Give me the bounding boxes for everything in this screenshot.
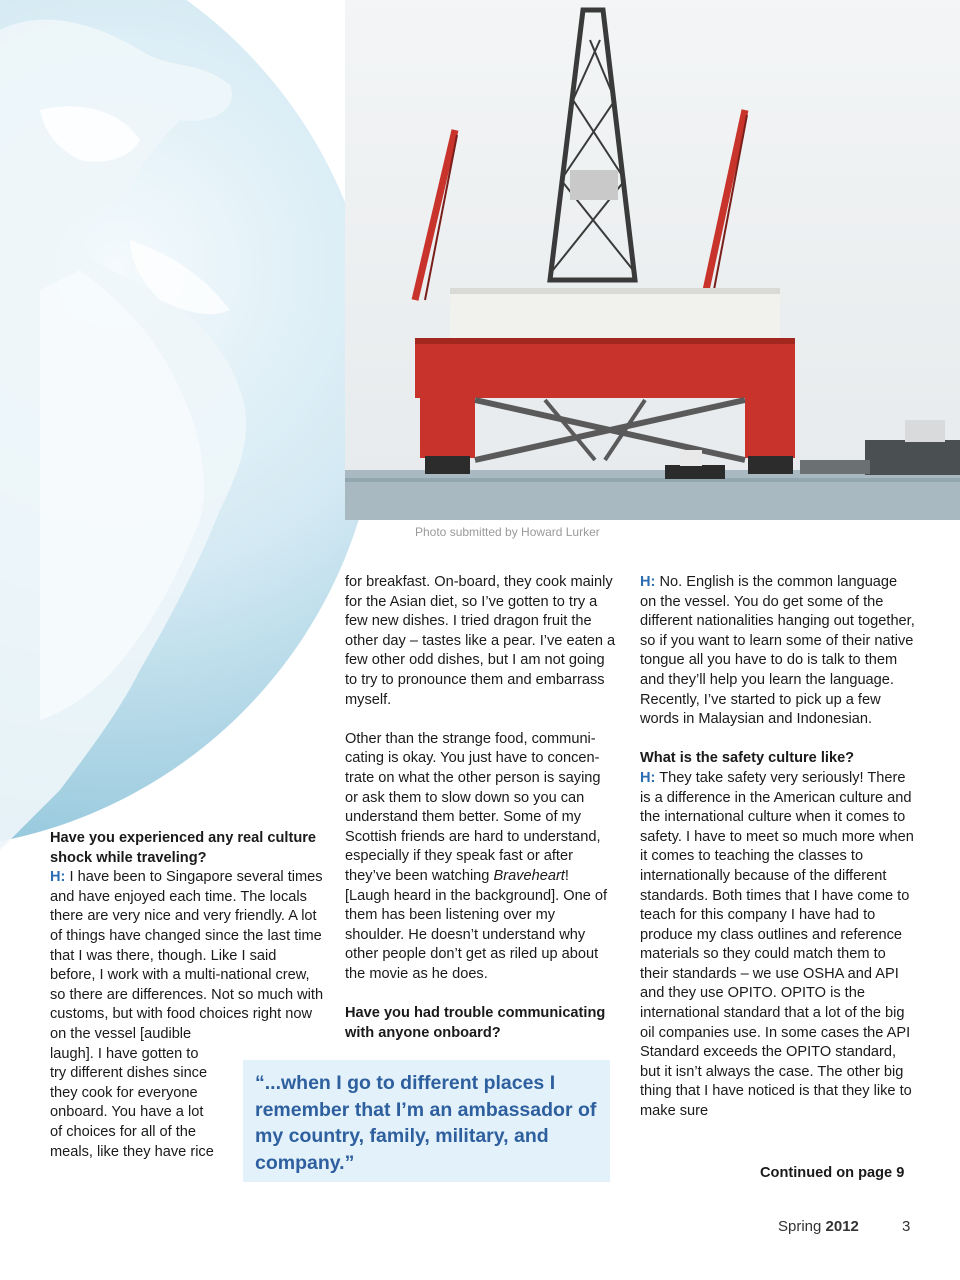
answer-line: laugh]. I have gotten to xyxy=(50,1045,199,1062)
answer-line: they cook for everyone xyxy=(50,1084,198,1101)
continents-shape xyxy=(0,0,380,850)
paragraph-breakfast: for breakfast. On-board, they cook mainly for the Asian diet, so I’ve gotten to try a few new dishes. I tried dragon fruit the other day – tastes like a pear. I’ve eaten a few other odd dishes, but I am not going to try to pronounce them and embarrass myself. xyxy=(345,574,616,708)
oil-rig-illustration xyxy=(345,0,960,520)
answer-line: meals, like they have rice xyxy=(50,1143,214,1160)
pull-quote: “...when I go to different places I remember that I’m an ambassador of my country, family, military, and company.” xyxy=(243,1060,610,1182)
photo-caption: Photo submitted by Howard Lurker xyxy=(415,525,600,539)
paragraph-text: Other than the strange food, communi-cating is okay. You just have to concen-trate on what the other person is saying or ask them to slow down so you can understand them better. Some of my Scottish friends are hard to understand, especially if they speak fast or after they’ve been watching xyxy=(345,730,601,884)
speaker-label: H: xyxy=(640,769,656,786)
article-column-2 xyxy=(345,573,617,1043)
answer-text: They take safety very seriously! There is a difference in the American culture and the international culture when it comes to safety. I have to meet so much more when it comes to teaching the classes to internationally because of the different standards. Both times that I have come to teach for this company I have had to produce my class outlines and reference materials so they could match them to their standards – we use OSHA and API and they use OPITO. OPITO is the international standard that a lot of the big oil companies use. In some cases the API Standard exceeds the OPITO standard, but it isn’t always the case. The other big thing that I have noticed is that they like to make sure xyxy=(640,769,914,1120)
question-safety: What is the safety culture like? xyxy=(640,750,855,767)
question-culture-shock: Have you experienced any real culture shock while traveling? xyxy=(50,830,317,866)
page-number: 3 xyxy=(902,1218,911,1235)
speaker-label: H: xyxy=(50,869,66,886)
question-communicating: Have you had trouble communicating with anyone onboard? xyxy=(345,1005,606,1041)
issue-season: Spring xyxy=(778,1218,822,1235)
answer-text: No. English is the common language on the vessel. You do get some of the different nationalities hanging out together, so if you want to learn some of their native tongue all you have to do is talk to them and they’ll help you learn the language. Recently, I’ve started to pick up a few words in Malaysian and Indonesian. xyxy=(640,574,915,728)
answer-line: onboard. You have a lot xyxy=(50,1104,204,1121)
oil-rig-photo xyxy=(345,0,960,520)
issue-year: 2012 xyxy=(825,1218,859,1235)
issue-label xyxy=(778,1218,859,1235)
answer-line: on the vessel [audible xyxy=(50,1025,192,1042)
answer-line: of choices for all of the xyxy=(50,1123,197,1140)
answer-safety xyxy=(640,769,915,1122)
globe-illustration xyxy=(0,0,380,850)
paragraph-text: ! [Laugh heard in the background]. One of them has been listening over my shoulder. He doesn’t understand why other people don’t get as riled up about the movie as he does. xyxy=(345,867,608,982)
answer-text: I have been to Singapore several times and have enjoyed each time. The locals there are very nice and very friendly. A lot of things have changed since the last time that I was there, though. Like I said before, I work with a multi-national crew, so there are differences. Not so much with customs, but with food choices right now xyxy=(50,869,324,1023)
paragraph-communicating xyxy=(345,730,617,985)
answer-language xyxy=(640,573,915,730)
speaker-label: H: xyxy=(640,574,656,590)
continued-link: Continued on page 9 xyxy=(760,1165,905,1181)
answer-line: try different dishes since xyxy=(50,1065,208,1082)
movie-title: Braveheart xyxy=(493,867,565,884)
article-column-3 xyxy=(640,573,915,1122)
